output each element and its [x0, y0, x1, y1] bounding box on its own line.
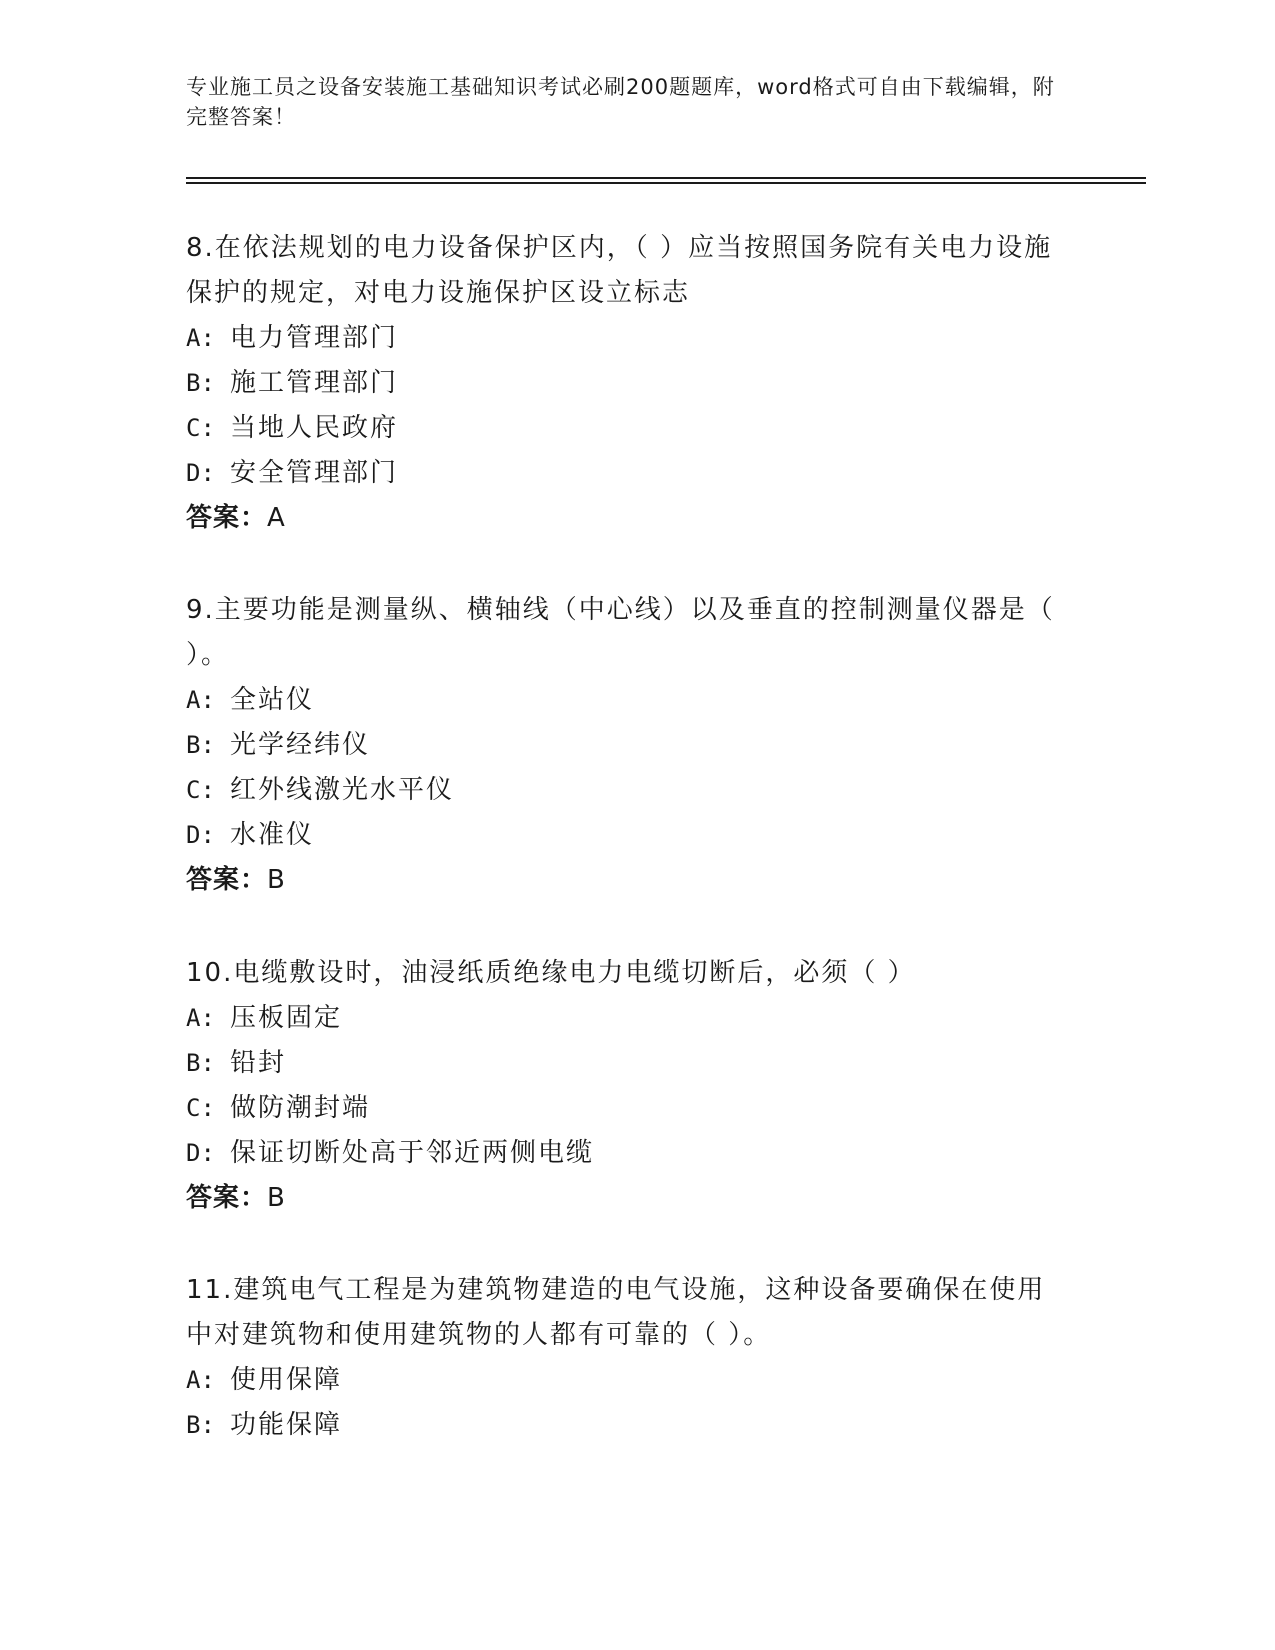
answer-line	[186, 496, 1066, 541]
option-key: A:	[186, 1366, 215, 1394]
option-text: 红外线激光水平仪	[230, 775, 455, 805]
answer-line	[186, 858, 1066, 903]
option-text: 当地人民政府	[230, 413, 399, 443]
option-key: C:	[186, 1094, 215, 1122]
option-b	[186, 361, 1066, 406]
option-text: 安全管理部门	[230, 458, 399, 488]
option-a	[186, 316, 1066, 361]
answer-value: B	[267, 865, 286, 895]
document-header: 专业施工员之设备安装施工基础知识考试必刷200题题库，word格式可自由下载编辑，附完整答案！	[186, 75, 1055, 129]
answer-line	[186, 1176, 1066, 1221]
option-b	[186, 723, 1066, 768]
option-d	[186, 813, 1066, 858]
option-text: 功能保障	[230, 1410, 343, 1440]
option-text: 水准仪	[230, 820, 315, 850]
option-d	[186, 1131, 1066, 1176]
header-divider-bottom	[186, 182, 1146, 184]
header-divider-top	[186, 177, 1146, 179]
option-text: 电力管理部门	[230, 323, 399, 353]
option-key: C:	[186, 776, 215, 804]
option-b	[186, 1041, 1066, 1086]
option-c	[186, 1086, 1066, 1131]
question-block	[186, 226, 1066, 541]
option-key: A:	[186, 686, 215, 714]
option-key: B:	[186, 1411, 215, 1439]
answer-label: 答案：	[186, 1183, 268, 1213]
option-c	[186, 406, 1066, 451]
answer-label: 答案：	[186, 865, 268, 895]
option-text: 光学经纬仪	[230, 730, 371, 760]
option-text: 施工管理部门	[230, 368, 399, 398]
option-key: D:	[186, 459, 215, 487]
option-a	[186, 678, 1066, 723]
question-text: 8.在依法规划的电力设备保护区内，（ ）应当按照国务院有关电力设施保护的规定，对电力设施保护区设立标志	[186, 233, 1053, 308]
option-key: B:	[186, 731, 215, 759]
option-a	[186, 1358, 1066, 1403]
answer-value: A	[267, 503, 286, 533]
question-text: 10.电缆敷设时，油浸纸质绝缘电力电缆切断后，必须（ ）	[186, 958, 916, 988]
option-text: 铅封	[230, 1048, 287, 1078]
option-key: A:	[186, 324, 215, 352]
question-block	[186, 951, 1066, 1221]
question-block	[186, 588, 1066, 903]
question-text: 11.建筑电气工程是为建筑物建造的电气设施，这种设备要确保在使用中对建筑物和使用建筑物的人都有可靠的（ ）。	[186, 1275, 1046, 1350]
option-key: B:	[186, 1049, 215, 1077]
option-text: 保证切断处高于邻近两侧电缆	[230, 1138, 595, 1168]
option-key: D:	[186, 1139, 215, 1167]
option-key: A:	[186, 1004, 215, 1032]
question-block	[186, 1268, 1066, 1448]
option-b	[186, 1403, 1066, 1448]
option-key: B:	[186, 369, 215, 397]
option-text: 使用保障	[230, 1365, 343, 1395]
option-text: 做防潮封端	[230, 1093, 371, 1123]
option-text: 全站仪	[230, 685, 315, 715]
answer-label: 答案：	[186, 503, 268, 533]
option-d	[186, 451, 1066, 496]
option-key: D:	[186, 821, 215, 849]
option-a	[186, 996, 1066, 1041]
option-text: 压板固定	[230, 1003, 343, 1033]
question-text: 9.主要功能是测量纵、横轴线（中心线）以及垂直的控制测量仪器是（ ）。	[186, 595, 1055, 670]
option-key: C:	[186, 414, 215, 442]
option-c	[186, 768, 1066, 813]
answer-value: B	[267, 1183, 286, 1213]
